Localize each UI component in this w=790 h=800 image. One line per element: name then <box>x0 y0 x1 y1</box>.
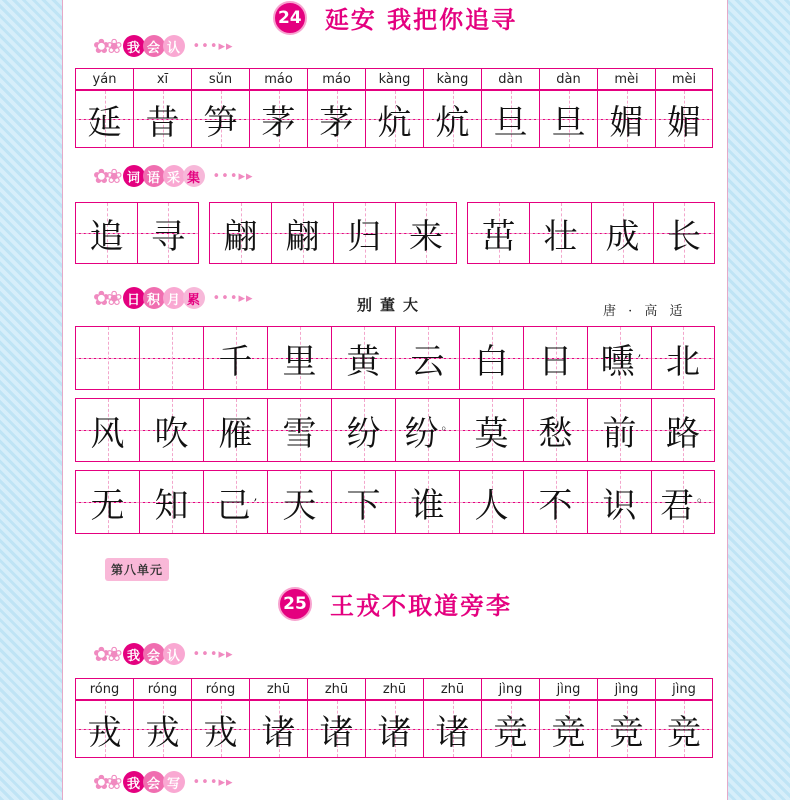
word-group <box>75 202 199 264</box>
flower-icon: ✿❀ <box>93 164 119 188</box>
heading-char: 词 <box>123 165 145 187</box>
tian-grid-cell <box>331 470 395 534</box>
tian-grid-cell <box>423 700 481 758</box>
heading-char: 会 <box>143 35 165 57</box>
hanzi-char: 昔 <box>145 102 180 143</box>
tian-grid-cell <box>529 202 591 264</box>
pinyin-cell: zhū <box>365 678 423 700</box>
tian-grid-cell <box>307 700 365 758</box>
tian-grid-cell <box>395 202 457 264</box>
hanzi-char: 吹 <box>154 413 189 454</box>
tian-grid-cell <box>191 90 249 148</box>
tian-grid-cell <box>331 398 395 462</box>
hanzi-char: 媚 <box>609 102 644 143</box>
hanzi-char: 下 <box>346 485 381 526</box>
pinyin-cell: máo <box>249 68 307 90</box>
hanzi-char: 前 <box>602 413 637 454</box>
hanzi-char: 炕 <box>377 102 412 143</box>
hanzi-char: 壮 <box>543 216 578 257</box>
tian-grid-cell <box>523 326 587 390</box>
heading-pill <box>123 165 203 187</box>
hanzi-char: 白 <box>474 341 509 382</box>
tian-grid-cell <box>267 326 331 390</box>
lesson-24-title <box>63 0 727 35</box>
punctuation-mark: , <box>637 345 642 359</box>
tian-grid-cell <box>523 470 587 534</box>
tian-grid-cell <box>539 90 597 148</box>
hanzi-char: 竞 <box>493 712 528 753</box>
heading-char: 积 <box>143 287 165 309</box>
section-heading-recognize <box>93 34 234 58</box>
punctuation-mark: 。 <box>441 417 454 432</box>
pinyin-cell: mèi <box>597 68 655 90</box>
hanzi-char: 炕 <box>435 102 470 143</box>
hanzi-char: 曛 <box>600 341 635 382</box>
tian-grid-cell <box>459 470 523 534</box>
hanzi-char: 成 <box>605 216 640 257</box>
tian-grid-cell <box>459 398 523 462</box>
lesson-number-badge: 24 <box>273 1 307 35</box>
pinyin-cell: róng <box>191 678 249 700</box>
pinyin-cell: zhū <box>249 678 307 700</box>
heading-pill <box>123 35 183 57</box>
heading-char: 会 <box>143 643 165 665</box>
tian-grid-cell <box>75 700 133 758</box>
tian-grid-cell <box>75 202 137 264</box>
hanzi-char: 茅 <box>319 102 354 143</box>
tian-grid-cell <box>395 398 459 462</box>
hanzi-char: 云 <box>410 341 445 382</box>
lesson-title-text: 延安 我把你追寻 <box>324 5 518 34</box>
tian-grid-cell <box>331 326 395 390</box>
tian-grid-cell <box>139 398 203 462</box>
hanzi-char: 延 <box>87 102 122 143</box>
heading-char: 写 <box>163 771 185 793</box>
section-heading-write <box>93 770 234 794</box>
heading-pill <box>123 771 183 793</box>
tian-grid-cell <box>75 470 139 534</box>
hanzi-char: 纷 <box>346 413 381 454</box>
hanzi-char: 茅 <box>261 102 296 143</box>
pinyin-cell: jìng <box>597 678 655 700</box>
tian-grid-cell <box>597 90 655 148</box>
tian-grid-cell <box>481 90 539 148</box>
tian-grid-cell <box>203 398 267 462</box>
arrow-dots-icon: •••▸▸ <box>192 38 234 54</box>
hanzi-char: 诸 <box>435 712 470 753</box>
tian-grid-cell <box>75 326 139 390</box>
hanzi-char: 雁 <box>218 413 253 454</box>
pinyin-row <box>75 68 713 90</box>
tian-grid-cell <box>587 470 651 534</box>
flower-icon: ✿❀ <box>93 34 119 58</box>
hanzi-char: 知 <box>154 485 189 526</box>
hanzi-char: 天 <box>282 485 317 526</box>
tian-grid-cell <box>655 700 713 758</box>
heading-char: 集 <box>183 165 205 187</box>
hanzi-char: 日 <box>538 341 573 382</box>
tian-grid-cell <box>191 700 249 758</box>
hanzi-char: 长 <box>667 216 701 257</box>
pinyin-row <box>75 678 713 700</box>
hanzi-char: 己 <box>216 485 251 526</box>
tian-grid-cell <box>139 470 203 534</box>
flower-icon: ✿❀ <box>93 286 119 310</box>
tian-grid-cell <box>267 398 331 462</box>
hanzi-char: 媚 <box>667 102 701 143</box>
tian-grid-cell <box>307 90 365 148</box>
tian-grid-cell <box>395 470 459 534</box>
tian-grid-cell <box>249 700 307 758</box>
poem-row <box>75 326 715 390</box>
pinyin-cell: zhū <box>423 678 481 700</box>
tian-grid-cell <box>133 90 191 148</box>
tian-grid-cell <box>591 202 653 264</box>
hanzi-char: 雪 <box>282 413 317 454</box>
hanzi-char: 愁 <box>538 413 573 454</box>
hanzi-char: 纷 <box>404 413 439 454</box>
word-group <box>467 202 715 264</box>
hanzi-char: 不 <box>538 485 573 526</box>
tian-grid-cell <box>137 202 199 264</box>
pinyin-cell: dàn <box>539 68 597 90</box>
heading-char: 会 <box>143 771 165 793</box>
tian-grid-cell <box>651 326 715 390</box>
arrow-dots-icon: •••▸▸ <box>212 168 254 184</box>
hanzi-char: 诸 <box>261 712 296 753</box>
tian-grid-cell <box>209 202 271 264</box>
heading-char: 我 <box>123 771 145 793</box>
tian-grid-cell <box>597 700 655 758</box>
tian-grid-cell <box>203 326 267 390</box>
hanzi-char: 翩 <box>223 216 258 257</box>
hanzi-char: 来 <box>409 216 443 257</box>
tian-grid-cell <box>651 470 715 534</box>
pinyin-cell: kàng <box>365 68 423 90</box>
tian-grid-cell <box>523 398 587 462</box>
heading-pill <box>123 287 203 309</box>
hanzi-char: 风 <box>90 413 125 454</box>
tian-grid-cell <box>271 202 333 264</box>
hanzi-char: 路 <box>666 413 700 454</box>
hanzi-char: 里 <box>282 341 317 382</box>
tian-grid-cell <box>365 90 423 148</box>
hanzi-char: 千 <box>218 341 253 382</box>
hanzi-char: 追 <box>89 216 124 257</box>
heading-char: 认 <box>163 35 185 57</box>
hanzi-char: 戎 <box>87 712 122 753</box>
poem-row <box>75 398 715 462</box>
hanzi-char: 黄 <box>346 341 381 382</box>
lesson-25-title <box>63 586 727 621</box>
heading-char: 我 <box>123 35 145 57</box>
pinyin-cell: zhū <box>307 678 365 700</box>
hanzi-char: 无 <box>90 485 125 526</box>
arrow-dots-icon: •••▸▸ <box>192 774 234 790</box>
tian-grid-cell <box>75 398 139 462</box>
hanzi-char: 北 <box>666 341 700 382</box>
lesson-title-text: 王戎不取道旁李 <box>330 591 512 620</box>
tian-grid-cell <box>539 700 597 758</box>
hanzi-char: 君 <box>659 485 694 526</box>
pinyin-cell: yán <box>75 68 133 90</box>
tian-grid-cell <box>653 202 715 264</box>
section-heading-recognize <box>93 642 234 666</box>
heading-char: 累 <box>183 287 205 309</box>
hanzi-char: 旦 <box>551 102 586 143</box>
tian-grid-cell <box>333 202 395 264</box>
tian-grid-cell <box>481 700 539 758</box>
hanzi-char: 茁 <box>481 216 516 257</box>
heading-char: 日 <box>123 287 145 309</box>
hanzi-char: 诸 <box>377 712 412 753</box>
pinyin-cell: xī <box>133 68 191 90</box>
heading-char: 我 <box>123 643 145 665</box>
tian-grid-cell <box>587 326 651 390</box>
pinyin-cell: máo <box>307 68 365 90</box>
unit-tag: 第八单元 <box>105 558 169 581</box>
workbook-page <box>62 0 728 800</box>
poem-title: 别董大 <box>357 296 427 314</box>
tian-grid-cell <box>203 470 267 534</box>
pinyin-cell: dàn <box>481 68 539 90</box>
pinyin-cell: kàng <box>423 68 481 90</box>
tian-grid-cell <box>133 700 191 758</box>
tian-grid-cell <box>655 90 713 148</box>
arrow-dots-icon: •••▸▸ <box>212 290 254 306</box>
character-row <box>75 90 713 148</box>
hanzi-char: 竞 <box>667 712 701 753</box>
hanzi-char: 戎 <box>203 712 238 753</box>
hanzi-char: 旦 <box>493 102 528 143</box>
poem-author: 唐 · 高 适 <box>603 304 687 319</box>
pinyin-cell: jìng <box>655 678 713 700</box>
poem-row <box>75 470 715 534</box>
pinyin-cell: róng <box>133 678 191 700</box>
section-heading-poem <box>93 286 254 310</box>
hanzi-char: 竞 <box>551 712 586 753</box>
tian-grid-cell <box>467 202 529 264</box>
tian-grid-cell <box>249 90 307 148</box>
heading-char: 语 <box>143 165 165 187</box>
heading-char: 认 <box>163 643 185 665</box>
flower-icon: ✿❀ <box>93 642 119 666</box>
tian-grid-cell <box>365 700 423 758</box>
pinyin-cell: jìng <box>481 678 539 700</box>
hanzi-char: 谁 <box>410 485 445 526</box>
hanzi-char: 诸 <box>319 712 354 753</box>
arrow-dots-icon: •••▸▸ <box>192 646 234 662</box>
hanzi-char: 寻 <box>151 216 185 257</box>
hanzi-char: 翩 <box>285 216 320 257</box>
tian-grid-cell <box>267 470 331 534</box>
hanzi-char: 识 <box>602 485 637 526</box>
pinyin-cell: jìng <box>539 678 597 700</box>
punctuation-mark: 。 <box>696 489 709 504</box>
heading-pill <box>123 643 183 665</box>
tian-grid-cell <box>459 326 523 390</box>
tian-grid-cell <box>395 326 459 390</box>
tian-grid-cell <box>423 90 481 148</box>
tian-grid-cell <box>587 398 651 462</box>
pinyin-cell: mèi <box>655 68 713 90</box>
lesson-number-badge: 25 <box>278 587 312 621</box>
heading-char: 采 <box>163 165 185 187</box>
hanzi-char: 笋 <box>203 102 238 143</box>
punctuation-mark: , <box>253 489 258 503</box>
hanzi-char: 归 <box>347 216 382 257</box>
heading-char: 月 <box>163 287 185 309</box>
hanzi-char: 竞 <box>609 712 644 753</box>
tian-grid-cell <box>651 398 715 462</box>
hanzi-char: 戎 <box>145 712 180 753</box>
tian-grid-cell <box>75 90 133 148</box>
tian-grid-cell <box>139 326 203 390</box>
character-row <box>75 700 713 758</box>
flower-icon: ✿❀ <box>93 770 119 794</box>
pinyin-cell: sǔn <box>191 68 249 90</box>
hanzi-char: 人 <box>474 485 509 526</box>
hanzi-char: 莫 <box>474 413 509 454</box>
pinyin-cell: róng <box>75 678 133 700</box>
word-group <box>209 202 457 264</box>
section-heading-words <box>93 164 254 188</box>
